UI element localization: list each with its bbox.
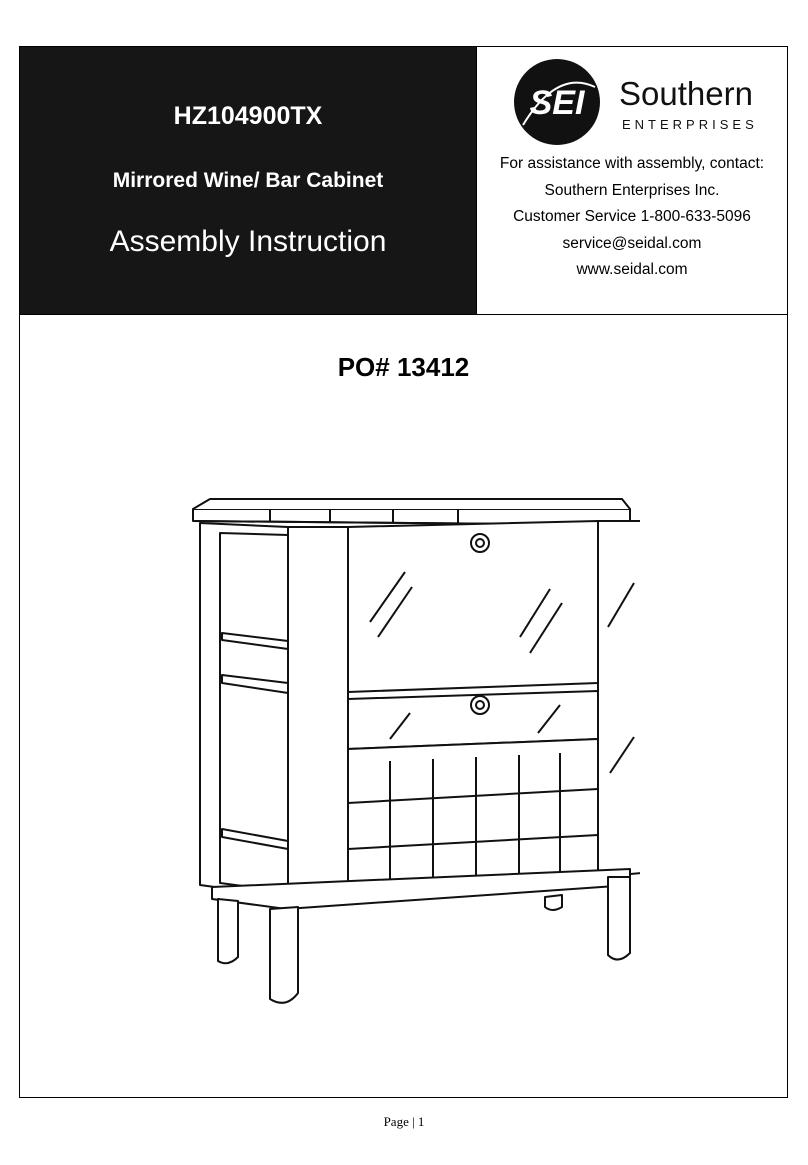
contact-email[interactable]: service@seidal.com bbox=[562, 234, 702, 252]
document-type: Assembly Instruction bbox=[109, 225, 387, 258]
back-right-leg bbox=[545, 895, 562, 910]
contact-block bbox=[476, 47, 787, 314]
back-left-leg bbox=[218, 899, 238, 963]
brand-tagline: ENTERPRISES bbox=[622, 117, 758, 132]
right-pillar bbox=[598, 521, 640, 877]
contact-company: Southern Enterprises Inc. bbox=[544, 181, 720, 199]
title-block bbox=[20, 47, 476, 314]
front-right-leg bbox=[608, 877, 630, 960]
front-left-pillar bbox=[288, 527, 348, 899]
logo-mark-text: SEI bbox=[529, 84, 585, 122]
contact-info bbox=[477, 151, 787, 284]
document-frame bbox=[19, 46, 788, 1098]
product-name: Mirrored Wine/ Bar Cabinet bbox=[112, 169, 384, 192]
contact-intro: For assistance with assembly, contact: bbox=[499, 155, 765, 172]
contact-website[interactable]: www.seidal.com bbox=[576, 261, 688, 278]
front-left-leg bbox=[270, 907, 298, 1003]
cabinet-illustration bbox=[190, 437, 640, 1017]
brand-name: Southern bbox=[619, 75, 753, 112]
page-number: Page | 1 bbox=[383, 1114, 425, 1129]
po-number: PO# 13412 bbox=[337, 352, 470, 382]
model-number: HZ104900TX bbox=[173, 102, 323, 130]
brand-logo bbox=[509, 57, 799, 147]
header-divider bbox=[20, 314, 787, 315]
contact-phone: Customer Service 1-800-633-5096 bbox=[513, 208, 751, 225]
